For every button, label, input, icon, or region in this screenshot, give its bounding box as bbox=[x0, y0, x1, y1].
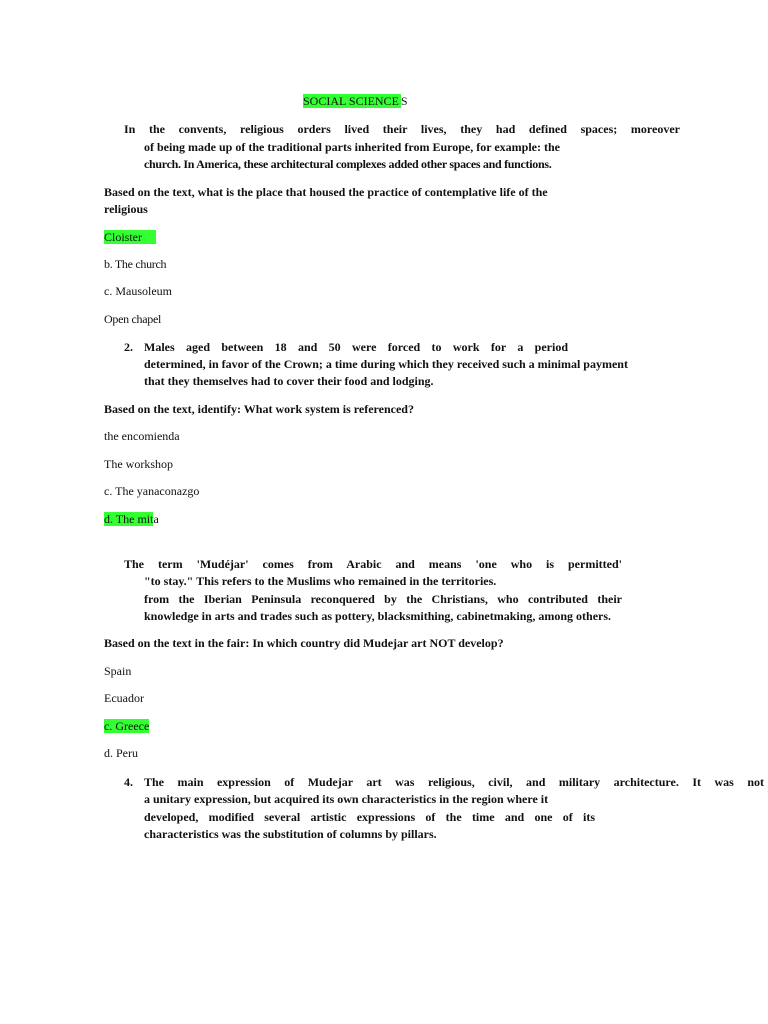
q1-question-line-2: religious bbox=[104, 202, 148, 216]
q2-passage-line-3: that they themselves had to cover their food and lodging. bbox=[144, 374, 434, 388]
q1-option-a[interactable] bbox=[104, 229, 156, 246]
q1-option-c[interactable]: c. Mausoleum bbox=[104, 284, 172, 298]
q3-passage-line-3: from the Iberian Peninsula reconquered by the Christians, who contributed their bbox=[144, 592, 622, 606]
q4-passage-line-3: developed, modified several artistic expressions of the time and one of its bbox=[144, 810, 595, 824]
q3-option-c[interactable] bbox=[104, 718, 149, 735]
title-rest: S bbox=[400, 94, 408, 108]
q2-option-c[interactable]: c. The yanaconazgo bbox=[104, 484, 200, 498]
q4-passage-line-2: a unitary expression, but acquired its own characteristics in the region where it bbox=[144, 792, 549, 806]
title-highlight: SOCIAL SCIENCE bbox=[303, 94, 399, 108]
q1-question-line-1: Based on the text, what is the place that housed the practice of contemplative life of the bbox=[104, 185, 548, 199]
q3-passage-line-1: The term 'Mudéjar' comes from Arabic and means 'one who is permitted' bbox=[124, 557, 622, 571]
q3-answer-highlight: c. Greece bbox=[104, 719, 150, 733]
q1-passage-line-3: church. In America, these architectural complexes added other spaces and functions. bbox=[144, 157, 552, 171]
q3-option-a[interactable]: Spain bbox=[104, 664, 132, 678]
q1-option-b[interactable]: b. The church bbox=[104, 257, 167, 271]
q1-passage-line-2: of being made up of the traditional parts inherited from Europe, for example: the bbox=[144, 140, 560, 154]
q2-question: Based on the text, identify: What work system is referenced? bbox=[104, 402, 414, 416]
q2-answer-highlight: d. The mit bbox=[104, 512, 154, 526]
q3-question: Based on the text in the fair: In which country did Mudejar art NOT develop? bbox=[104, 636, 504, 650]
q2-answer-rest: a bbox=[153, 512, 159, 526]
q2-option-d[interactable] bbox=[104, 511, 159, 528]
q1-answer-highlight: Cloister bbox=[104, 230, 156, 244]
q4-passage-line-4: characteristics was the substitution of columns by pillars. bbox=[144, 827, 437, 841]
page-title bbox=[303, 93, 408, 110]
q2-option-b[interactable]: The workshop bbox=[104, 457, 173, 471]
q3-option-d[interactable]: d. Peru bbox=[104, 746, 138, 760]
q3-option-b[interactable]: Ecuador bbox=[104, 691, 144, 705]
q2-number: 2. bbox=[124, 340, 133, 354]
q4-number: 4. bbox=[124, 775, 133, 789]
q4-passage-line-1: The main expression of Mudejar art was religious, civil, and military architecture. It was not bbox=[144, 775, 764, 789]
q2-option-a[interactable]: the encomienda bbox=[104, 429, 180, 443]
q1-option-d[interactable]: Open chapel bbox=[104, 312, 162, 326]
q3-passage-line-2: "to stay." This refers to the Muslims who remained in the territories. bbox=[144, 574, 497, 588]
q2-passage-line-2: determined, in favor of the Crown; a time during which they received such a minimal payment bbox=[144, 357, 628, 371]
q2-passage-line-1: Males aged between 18 and 50 were forced to work for a period bbox=[144, 340, 568, 354]
q1-passage-line-1: In the convents, religious orders lived their lives, they had defined spaces; moreover bbox=[124, 122, 680, 136]
q3-passage-line-4: knowledge in arts and trades such as pottery, blacksmithing, cabinetmaking, among others. bbox=[144, 609, 612, 623]
